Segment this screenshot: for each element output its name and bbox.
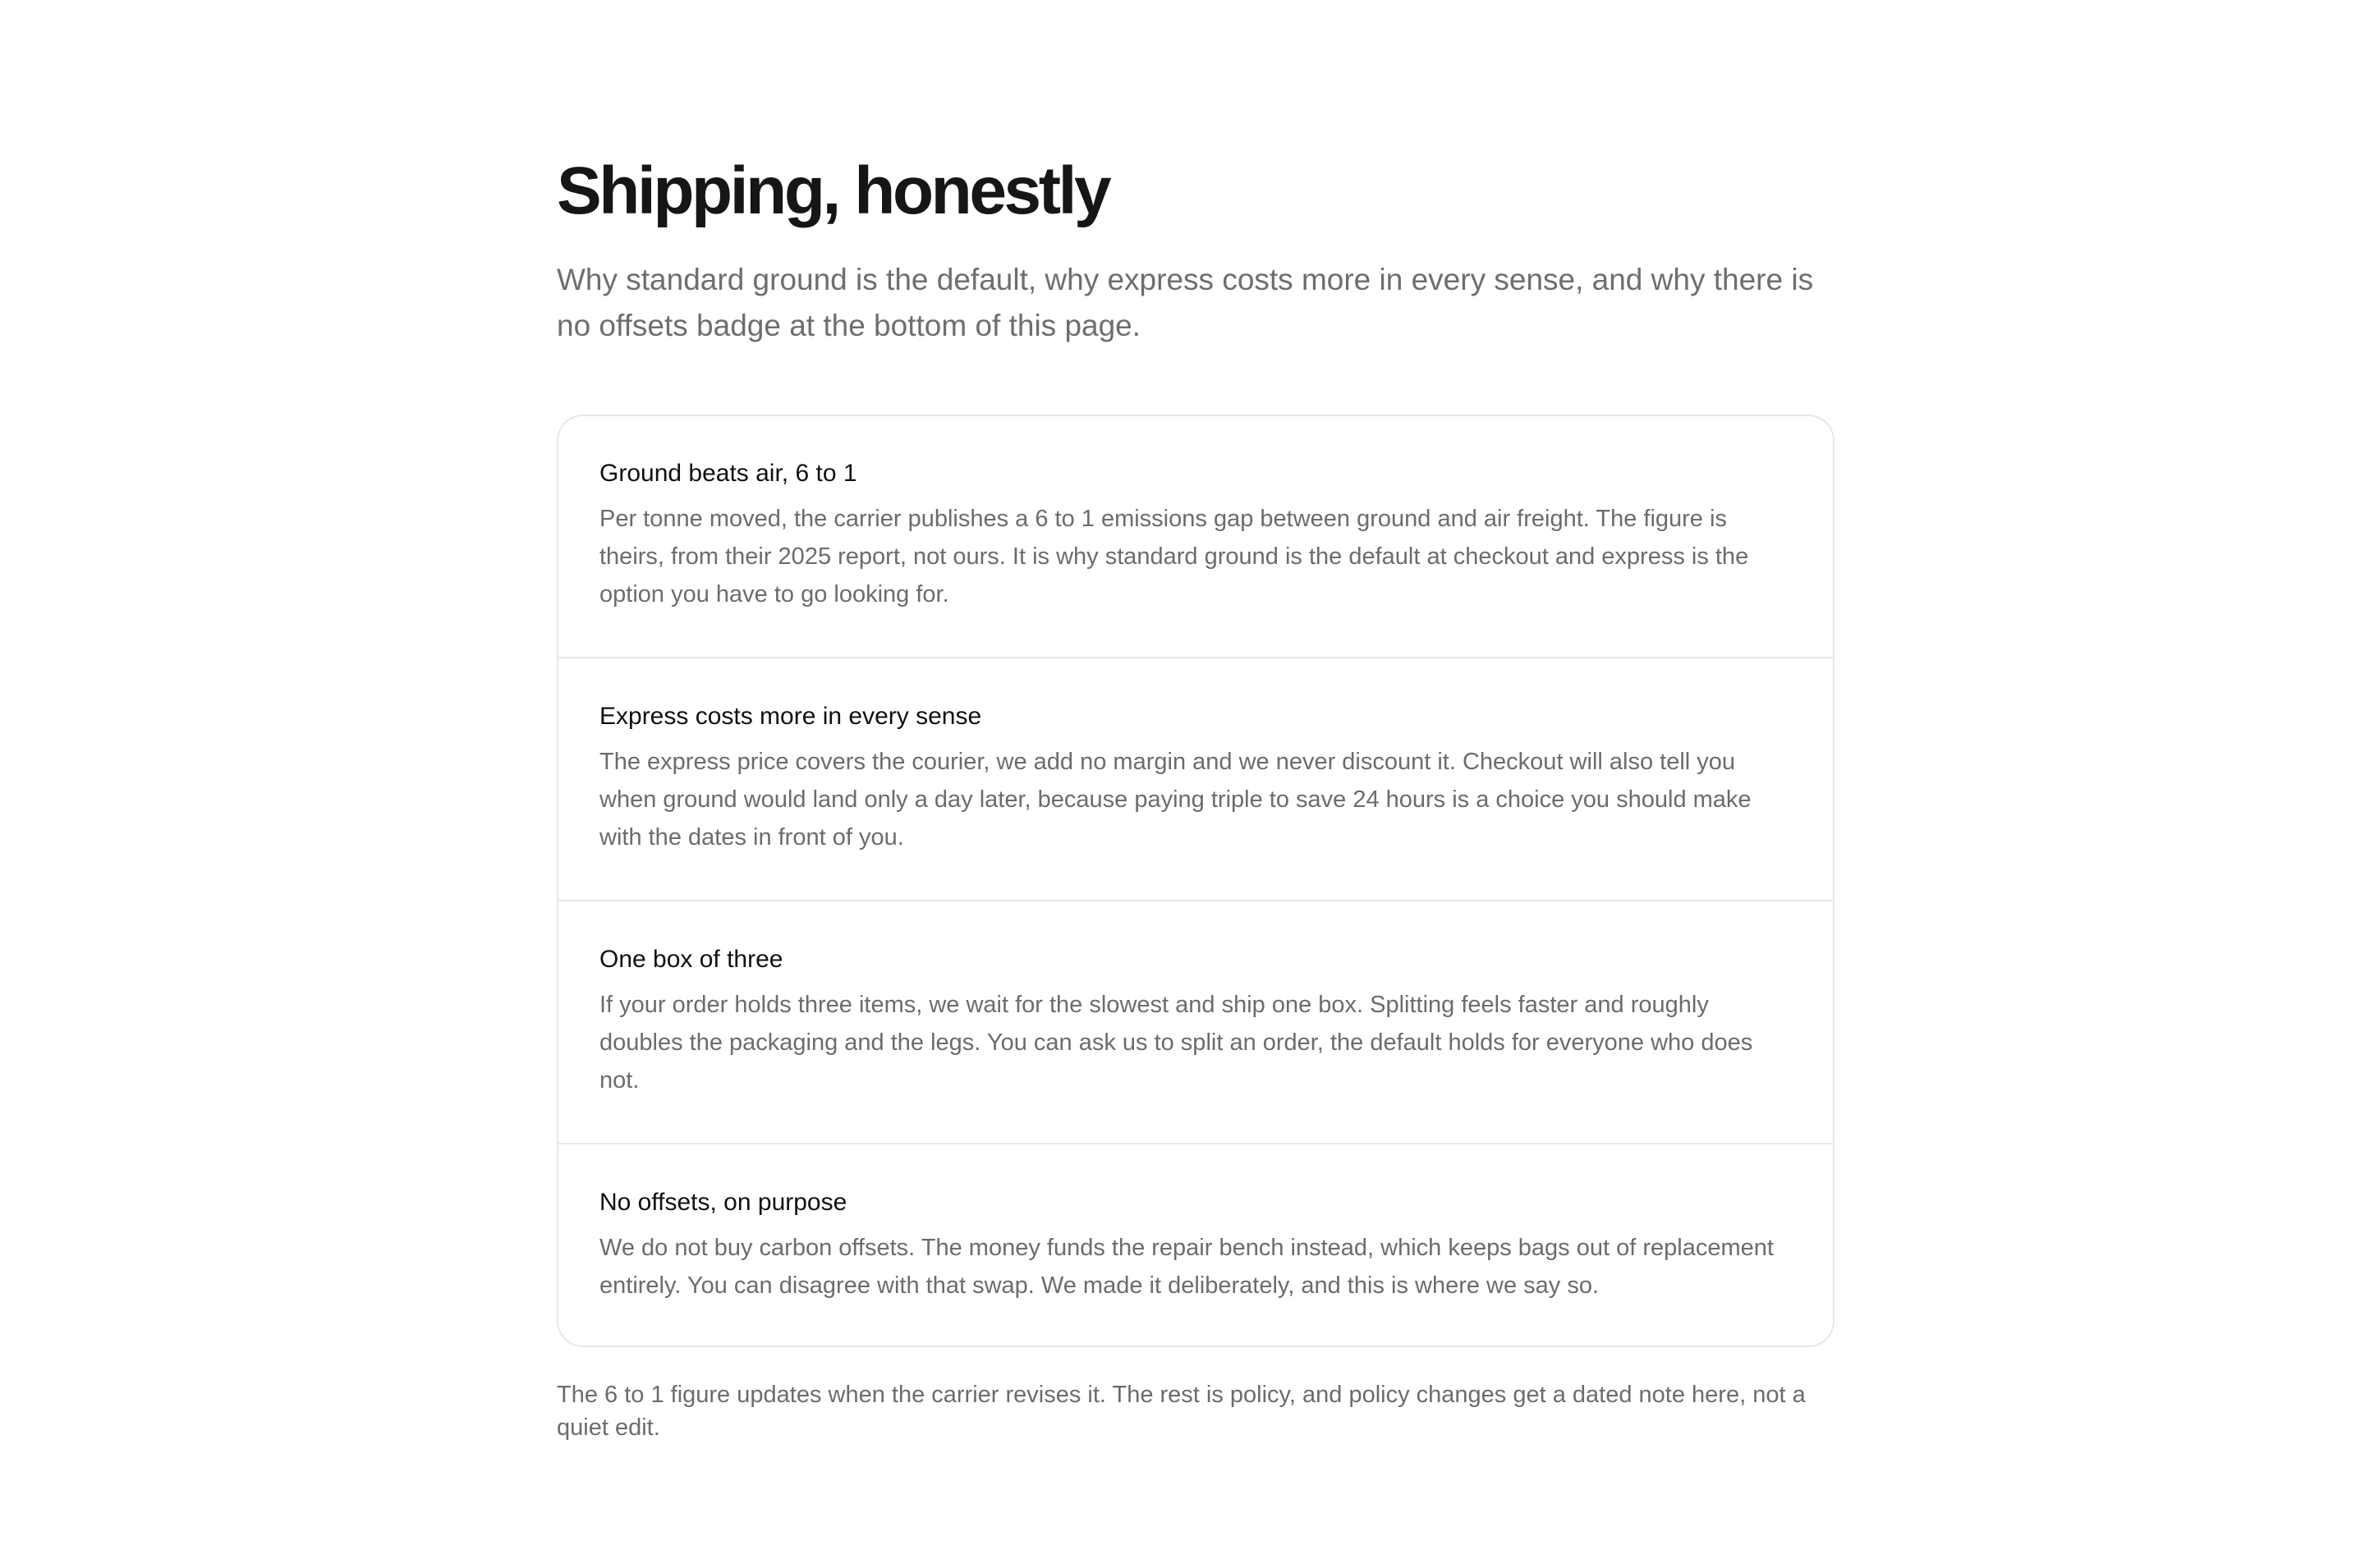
section-one-box: [558, 900, 1833, 1143]
section-body: We do not buy carbon offsets. The money funds the repair bench instead, which keeps bags out of replacement entirely. You can disagree with that swap. We made it deliberately, and this is where we say so.: [599, 1235, 1774, 1299]
section-title: Ground beats air, 6 to 1: [599, 460, 857, 487]
policy-card: [557, 415, 1835, 1347]
shipping-policy-page: [557, 0, 1836, 1444]
page-title: Shipping, honestly: [557, 154, 1109, 228]
section-title: Express costs more in every sense: [599, 703, 982, 730]
section-express-cost: [558, 657, 1833, 900]
section-title: One box of three: [599, 946, 783, 973]
section-body: The express price covers the courier, we add no margin and we never discount it. Checkout will also tell you when ground would land only a day later, because paying triple to save 24 hours is a choice you should make with the dates in front of you.: [599, 749, 1752, 850]
page-subtitle: Why standard ground is the default, why express costs more in every sense, and why there is no offsets badge at the bottom of this page.: [557, 263, 1814, 342]
footnote: The 6 to 1 figure updates when the carrier revises it. The rest is policy, and policy changes get a dated note here, not a quiet edit.: [557, 1382, 1806, 1441]
section-no-offsets: [558, 1143, 1833, 1346]
section-body: If your order holds three items, we wait for the slowest and ship one box. Splitting feels faster and roughly doubles the packaging and the legs. You can ask us to split an order, the default holds for everyone who does not.: [599, 992, 1753, 1093]
section-ground-vs-air: [558, 416, 1833, 657]
section-body: Per tonne moved, the carrier publishes a 6 to 1 emissions gap between ground and air freight. The figure is theirs, from their 2025 report, not ours. It is why standard ground is the default at checkout and express is the option you have to go looking for.: [599, 506, 1749, 607]
section-title: No offsets, on purpose: [599, 1189, 847, 1216]
